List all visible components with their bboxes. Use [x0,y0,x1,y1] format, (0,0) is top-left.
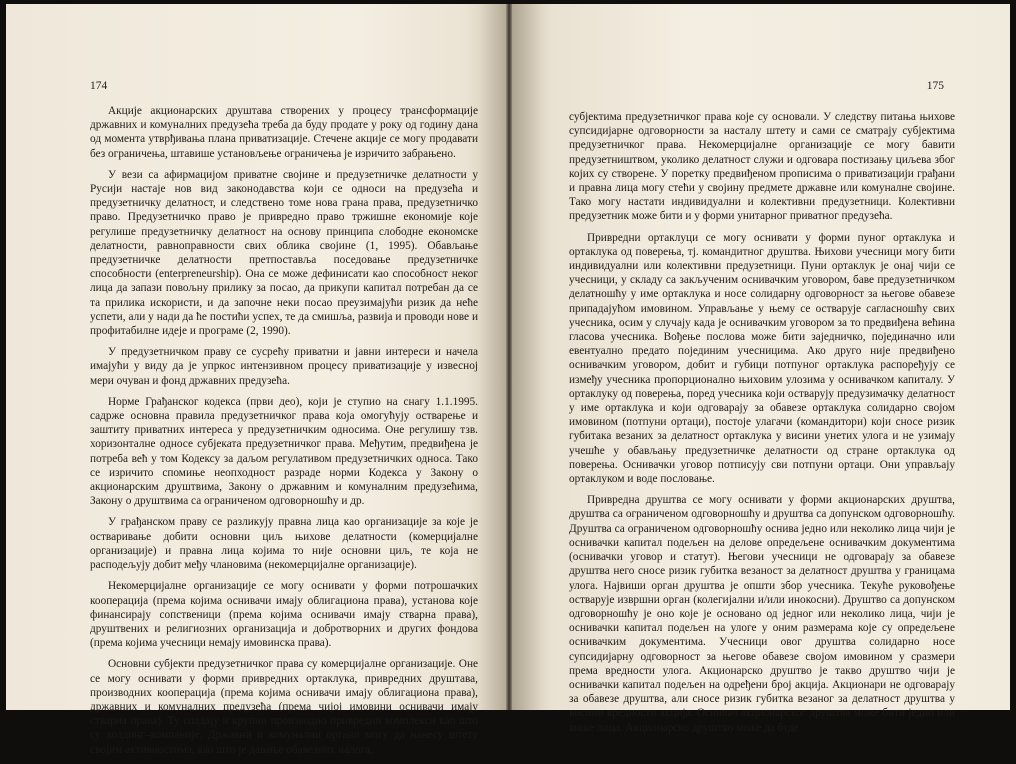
paragraph: У предузетничком праву се сусрећу приватни и јавни интереси и начела имајући у виду да је упркос интензивном процесу приватизације у извесној мери очуван и фонд државних предузећа. [90,346,478,387]
paragraph: У грађанском праву се разликују правна лица као организације за које је остваривање добити основни циљ њихове делатности (комерцијалне организације) и правна лица којима то није основни циљ, те која не расподељују добит међу члановима (некомерцијалне организације). [90,516,478,572]
paragraph: Некомерцијалне организације се могу оснивати у форми потрошачких кооперација (према којима оснивачи имају облигациона права), установа које финансирају сопственици (према којима оснивачи имају стварна права), друштвених и религиозних организација и добротворних и других фондова (према којима учесници немају имовинска права). [90,580,478,650]
paragraph: субјектима предузетничког права које су основали. У следству питања њихове супсидијарне одговорности за насталу штету и сами се сматрају субјектима предузетничког права. Некомерцијалне организације се могу бавити предузетништвом, уколико делатност служи и одговара постизању циљева због којих су створене. У поретку предвиђеном прописима о приватизацији грађани и правна лица могу стећи у својину предмете државне или комуналне својине. Тако могу настати индивидуални и колективни предузетници. Колективни предузетник може бити и у форми унитарног приватног предузећа. [569,111,955,223]
paragraph: Привредна друштва се могу оснивати у форми акционарских друштва, друштва са ограниченом одговорношћу и друштва са допунском одговорношћу. Друштва са ограниченом одговорношћу оснива једно или неколико лица чији је оснивачки капитал подељен на делове опредељене оснивачким документима (оснивачки уговор и статут). Његови учесници не одговарају за обавезе друштва него сносе ризик губитка везаност за делатност друштва у границама улога. Највиши орган друштва је општи збор учесника. Текуће руковођење остварује извршни орган (колегијални и/или инокосни). Друштво са допунском одговорношћу је оно које је основано од једног или неколико лица, чији је оснивачки капитал подељен на улоге у оним размерама које су опредељене оснивачким документима. Учесници овог друштва солидарно носе супсидијарну одговорност за његове обавезе својом имовином у сразмери према вредности улога. Акционарско друштво је такво друштво чији је оснивачки капитал подељен на одређени број акција. Акционари не одговарају за обавезе друштва, али сносе ризик губитка везаног за делатност друштва у висини вредности акција. Оснивач акционарског друштва може бити једно или више лица. Акционарско друштво може да буде [569,494,955,734]
right-page-text [569,110,955,742]
paragraph: Привредни ортаклуци се могу оснивати у форми пуног ортаклука и ортаклука од поверења, тј. командитног друштва. Њихови учесници могу бити индивидуални или колективни предузетници. Пуни ортаклук је онај чији се учесници, у складу са закљученим оснивачким уговором, баве предузетничком делатношћу у име ортаклука и носе солидарну одговорност за његове обавезе припадајућом имовином. Управљање у њему се остварује сагласношћу свих учесника, осим у случају када је оснивачким уговором за то предвиђена већина гласова учесника. Вођење послова може бити заједничко, појединачно или евентуално предато појединим учесницима. Ако друго није предвиђено оснивачким уговором, добит и губици потпуног ортаклука распоређују се између учесника пропорционално њиховим улозима у оснивачком капиталу. У ортаклуку од поверења, поред учесника који остварују предузимачку делатност у име ортаклука и који одговарају за обавезе ортаклука солидарно својом имовином (потпуни ортаци), постоје улагачи (командитори) који сносе ризик губитака везаних за делатност ортаклука у висини унетих улога и не узимају учешће у обављању предузетничке делатности од стране ортаклука од поверења. Оснивачки уговор потписују сви потпуни ортаци. Они управљају ортаклуком и воде пословање. [569,231,955,486]
paragraph: Основни субјекти предузетничког права су комерцијалне организације. Оне се могу оснивати у форми привредних ортаклука, привредних друштава, производних кооперација (према којима оснивачи имају облигациона права), државних и комуналних предузећа (према чијој имовини оснивачи имају стварна права). Ту спадају и крупни производно привредни комплекси као што су холдинг–компаније. Државни и комунални органи могу да нанесу штету својим активностима, као што је давање обавезних налога, [90,658,478,756]
page-number-right: 175 [926,80,944,92]
left-page-text [90,104,478,764]
right-page [512,4,1010,734]
book-spread [6,4,1010,756]
page-number-left: 174 [90,80,108,92]
spine-shadow [480,4,506,710]
paragraph: У вези са афирмацијом приватне својине и предузетничке делатности у Русији настаје нов вид законодавства који се односи на предузећа и предузетничку делатност, и следствено томе нова грана права, предузетничко право. Предузетничко право је привредно право тржишне економије које регулише предузетничку делатност на основу принципа слободне економске делатности, равноправности свих облика својине (1, 1995). Обављање предузетничке делатности претпоставља поседовање предузетничке способности (enterpreneurship). Она се може дефинисати као способност неког лица да запази повољну прилику за посао, да прикупи капитал потребан да се та прилика искористи, и да започне неки посао преузимајући ризик да неће успети, али у нади да ће постићи успех, те да смишља, развија и проводи нове и профитабилне идеје и програме (2, 1990). [90,168,478,338]
paragraph: Акције акционарских друштава створених у процесу трансформације државних и комуналних предузећа треба да буду продате у року од годину дана од момента утврђивања плана приватизације. Стечене акције се могу продавати без ограничења, штавише установљење ограничења је изричито забрањено. [90,105,478,160]
spine-shadow [512,4,542,710]
left-page [6,4,506,756]
paragraph: Норме Грађанског кодекса (први део), који је ступио на снагу 1.1.1995. садрже основна правила предузетничког права која омогућују остварење и заштиту приватних интереса у предузетничким односима. Оне регулишу тзв. хоризонталне односе субјеката предузетничког права. Међутим, предвиђена је потреба већ у том Кодексу за даљом регулативом предузетничких односа. Тако се изричито спомиње неопходност разраде норми Кодекса у Закону о акционарским друштвима, Закону о државним и комуналним предузећима, Закону о друштвима са ограниченом одговорношћу и др. [90,395,478,508]
